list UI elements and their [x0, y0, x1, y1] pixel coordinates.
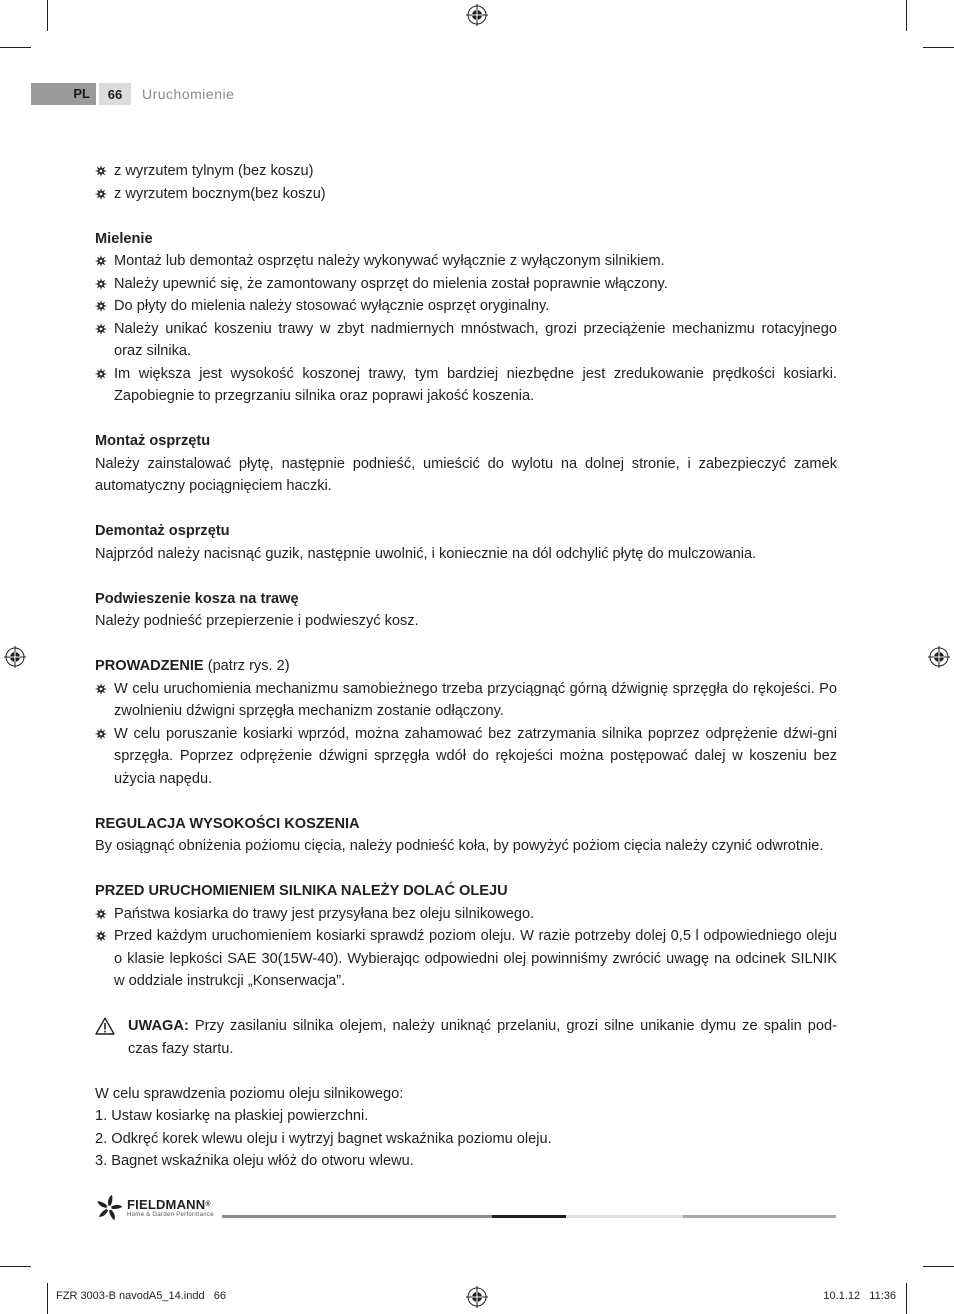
brand-logo [95, 1194, 214, 1222]
page-number: 66 [99, 83, 131, 105]
list-item [95, 273, 837, 296]
list-item [95, 363, 837, 408]
footer-bar-segment [222, 1215, 492, 1218]
mielenie-list [95, 250, 837, 408]
intro-list [95, 160, 837, 205]
list-item-text: Do płyty do mielenia należy stosować wyłącznie osprzęt oryginalny. [114, 298, 550, 314]
list-item-text: z wyrzutem bocznym(bez koszu) [114, 185, 326, 202]
list-item [95, 183, 837, 206]
registered-mark: ® [205, 1200, 211, 1208]
registration-mark-icon [928, 646, 950, 668]
bullet-icon [95, 368, 107, 380]
paragraph-regulacja: By osiągnąć obniżenia pożiomu cięcia, należy podnieść koła, by powyżyć pożiom cięcia należy czynić odwrotnie. [95, 838, 824, 854]
check-step: 3. Bagnet wskaźnika oleju włóż do otworu wlewu. [95, 1153, 414, 1169]
crop-mark [47, 0, 48, 31]
bullet-icon [95, 908, 107, 920]
registration-mark-icon [466, 1286, 488, 1308]
page-header [31, 83, 234, 105]
heading-regulacja: REGULACJA WYSOKOŚCI KOSZENIA [95, 815, 360, 832]
bullet-icon [95, 255, 107, 267]
brand-name-line [127, 1198, 214, 1211]
brand-name: FIELDMANN [127, 1196, 206, 1212]
heading-prowadzenie: PROWADZENIE [95, 658, 204, 674]
heading-olej: PRZED URUCHOMIENIEM SILNIKA NALEŻY DOLAĆ OLEJU [95, 883, 508, 899]
prowadzenie-list [95, 678, 837, 791]
crop-mark [906, 1283, 907, 1314]
warning-text: Przy zasilaniu silnika olejem, należy uniknąć przelaniu, grozi silne unikanie dymu ze spalin pod-czas fazy startu. [128, 1018, 837, 1057]
crop-mark [0, 1266, 31, 1267]
bullet-icon [95, 278, 107, 290]
list-item-text: Montaż lub demontaż osprzętu należy wykonywać wyłącznie z wyłączonym silnikiem. [114, 253, 665, 269]
list-item-text: Przed każdym uruchomieniem kosiarki sprawdź poziom oleju. W razie potrzeby dolej 0,5 l odpowiedniego oleju o klasie lepkości SAE 30(15W-40). Wybierajqc odpowiedni olej powinniśmy zwrócić uwagę na odcinek SILNIK w oddziale instrukcji „Konserwacja”. [114, 928, 837, 989]
list-item-text: W celu poruszanie kosiarki wprzód, można zahamować bez zatrzymania silnika poprzez odprężenie dźwi-gni sprzęgła. Poprzez odprężenie dźwigni sprzęgła wdół do rękojeści można postępować dalej w koszeniu bez użycia napędu. [114, 725, 837, 787]
list-item [95, 318, 837, 363]
heading-prowadzenie-line [95, 655, 837, 678]
list-item-text: Należy unikać koszeniu trawy w zbyt nadmiernych mnóstwach, grozi przeciążenie mechanizmu rotacyjnego oraz silnika. [114, 320, 837, 359]
warning-triangle-icon [95, 1017, 115, 1035]
registration-mark-icon [466, 4, 488, 26]
fan-logo-icon [95, 1194, 123, 1222]
print-slug-date: 10.1.12 11:36 [823, 1290, 896, 1302]
list-item-text: Należy upewnić się, że zamontowany osprzęt do mielenia został poprawnie włączony. [114, 275, 668, 292]
list-item-text: W celu uruchomienia mechanizmu samobieżnego trzeba przyciągnąć górną dźwignię sprzęgła do rękojeści. Po zwolnieniu dźwigni sprzęgła mechanizm zostanie odłączony. [114, 680, 837, 719]
list-item [95, 295, 837, 318]
bullet-icon [95, 683, 107, 695]
bullet-icon [95, 930, 107, 942]
footer-bar-segment [566, 1215, 683, 1218]
list-item [95, 723, 837, 791]
list-item [95, 903, 837, 926]
heading-mielenie: Mielenie [95, 230, 153, 247]
bullet-icon [95, 188, 107, 200]
bullet-icon [95, 323, 107, 335]
check-step: 2. Odkręć korek wlewu oleju i wytrzyj bagnet wskaźnika poziomu oleju. [95, 1130, 552, 1147]
list-item-text: Im większa jest wysokość koszonej trawy, tym bardziej niezbędne jest zredukowanie prędkości kosiarki. Zapobiegnie to przegrzaniu silnika oraz poprawi jakość koszenia. [114, 365, 837, 404]
paragraph-kosz: Należy podnieść przepierzenie i podwieszyć kosz. [95, 613, 419, 629]
registration-mark-icon [4, 646, 26, 668]
list-item-text: z wyrzutem tylnym (bez koszu) [114, 163, 314, 179]
list-item [95, 678, 837, 723]
check-intro: W celu sprawdzenia poziomu oleju silnikowego: [95, 1085, 404, 1102]
warning-label: UWAGA: [128, 1018, 189, 1034]
brand-text [127, 1198, 214, 1219]
crop-mark [906, 0, 907, 31]
heading-note: (patrz rys. 2) [203, 658, 290, 674]
print-slug-file: FZR 3003-B navodA5_14.indd 66 [56, 1290, 227, 1302]
header-lang-bar [31, 83, 96, 105]
paragraph-demontaz: Najprzód należy nacisnąć guzik, następnie uwolnić, i koniecznie na dól odchylić płytę do mulczowania. [95, 545, 757, 562]
list-item [95, 160, 837, 183]
list-item [95, 925, 837, 993]
crop-mark [47, 1283, 48, 1314]
bullet-icon [95, 728, 107, 740]
olej-list [95, 903, 837, 993]
heading-montaz: Montaż osprzętu [95, 433, 211, 449]
header-lang: PL [73, 86, 90, 101]
crop-mark [923, 47, 954, 48]
bullet-icon [95, 300, 107, 312]
heading-demontaz: Demontaż osprzętu [95, 523, 230, 539]
footer-bar-segment [683, 1215, 836, 1218]
section-title: Uruchomienie [142, 86, 235, 102]
paragraph-montaz: Należy zainstalować płytę, następnie podnieść, umieścić do wylotu na dolnej stronie, i zabezpieczyć zamek automatyczny pociągnięciem haczki. [95, 455, 837, 494]
list-item-text: Państwa kosiarka do trawy jest przysyłana bez oleju silnikowego. [114, 905, 535, 922]
brand-tagline: Home & Garden Performance [127, 1211, 214, 1218]
crop-mark [0, 47, 31, 48]
crop-mark [923, 1266, 954, 1267]
check-step: 1. Ustaw kosiarkę na płaskiej powierzchni. [95, 1108, 369, 1124]
warning-note [95, 1015, 837, 1060]
footer-bar-segment [492, 1215, 566, 1218]
main-content [95, 160, 837, 1173]
heading-kosz: Podwieszenie kosza na trawę [95, 590, 299, 607]
bullet-icon [95, 165, 107, 177]
list-item [95, 250, 837, 273]
